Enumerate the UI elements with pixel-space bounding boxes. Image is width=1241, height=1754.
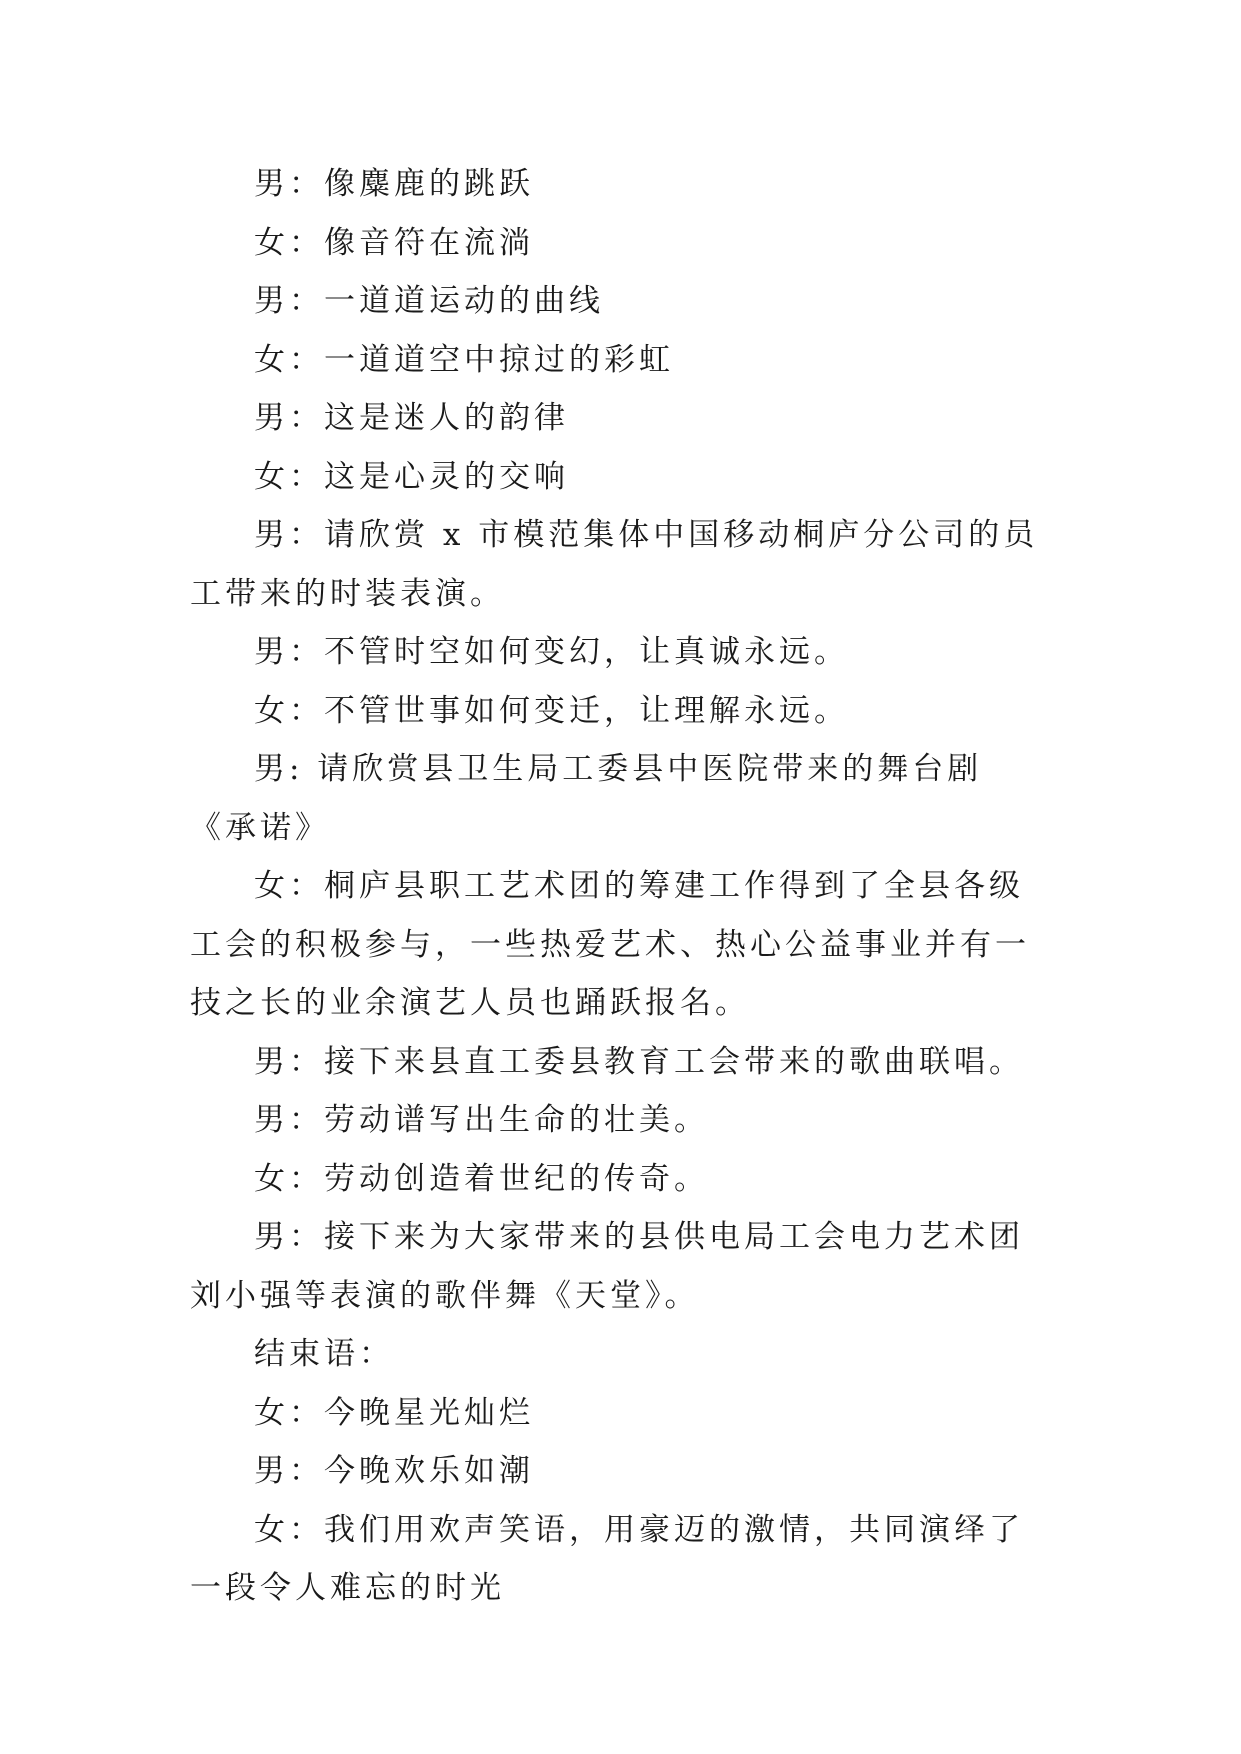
script-line: 男：接下来为大家带来的县供电局工会电力艺术团刘小强等表演的歌伴舞《天堂》。 (190, 1219, 1024, 1314)
script-line: 男：劳动谱写出生命的壮美。 (254, 1102, 709, 1138)
script-line: 女：今晚星光灿烂 (254, 1394, 534, 1431)
script-line: 男：今晚欢乐如潮 (254, 1453, 534, 1489)
script-line: 女：我们用欢声笑语，用豪迈的激情，共同演绎了一段令人难忘的时光 (190, 1511, 1024, 1606)
section-heading: 结束语： (254, 1336, 394, 1372)
script-line: 男：这是迷人的韵律 (254, 400, 569, 436)
script-line: 女：一道道空中掠过的彩虹 (254, 341, 674, 378)
script-line: 男：接下来县直工委县教育工会带来的歌曲联唱。 (254, 1043, 1024, 1080)
script-line: 女：不管世事如何变迁，让理解永远。 (254, 692, 849, 729)
script-line: 男: 请欣赏县卫生局工委县中医院带来的舞台剧《承诺》 (190, 751, 983, 846)
script-line: 女：桐庐县职工艺术团的筹建工作得到了全县各级工会的积极参与，一些热爱艺术、热心公益事业并有一技之长的业余演艺人员也踊跃报名。 (190, 868, 1030, 1021)
script-line: 女：像音符在流淌 (254, 224, 534, 261)
document-body (190, 155, 1050, 1618)
script-line: 男：不管时空如何变幻，让真诚永远。 (254, 634, 849, 670)
script-line: 男：一道道运动的曲线 (254, 283, 604, 319)
script-line: 男：请欣赏 x 市模范集体中国移动桐庐分公司的员工带来的时装表演。 (190, 517, 1039, 612)
script-line: 男：像麋鹿的跳跃 (254, 166, 534, 202)
script-line: 女：这是心灵的交响 (254, 458, 569, 495)
script-line: 女：劳动创造着世纪的传奇。 (254, 1160, 709, 1197)
